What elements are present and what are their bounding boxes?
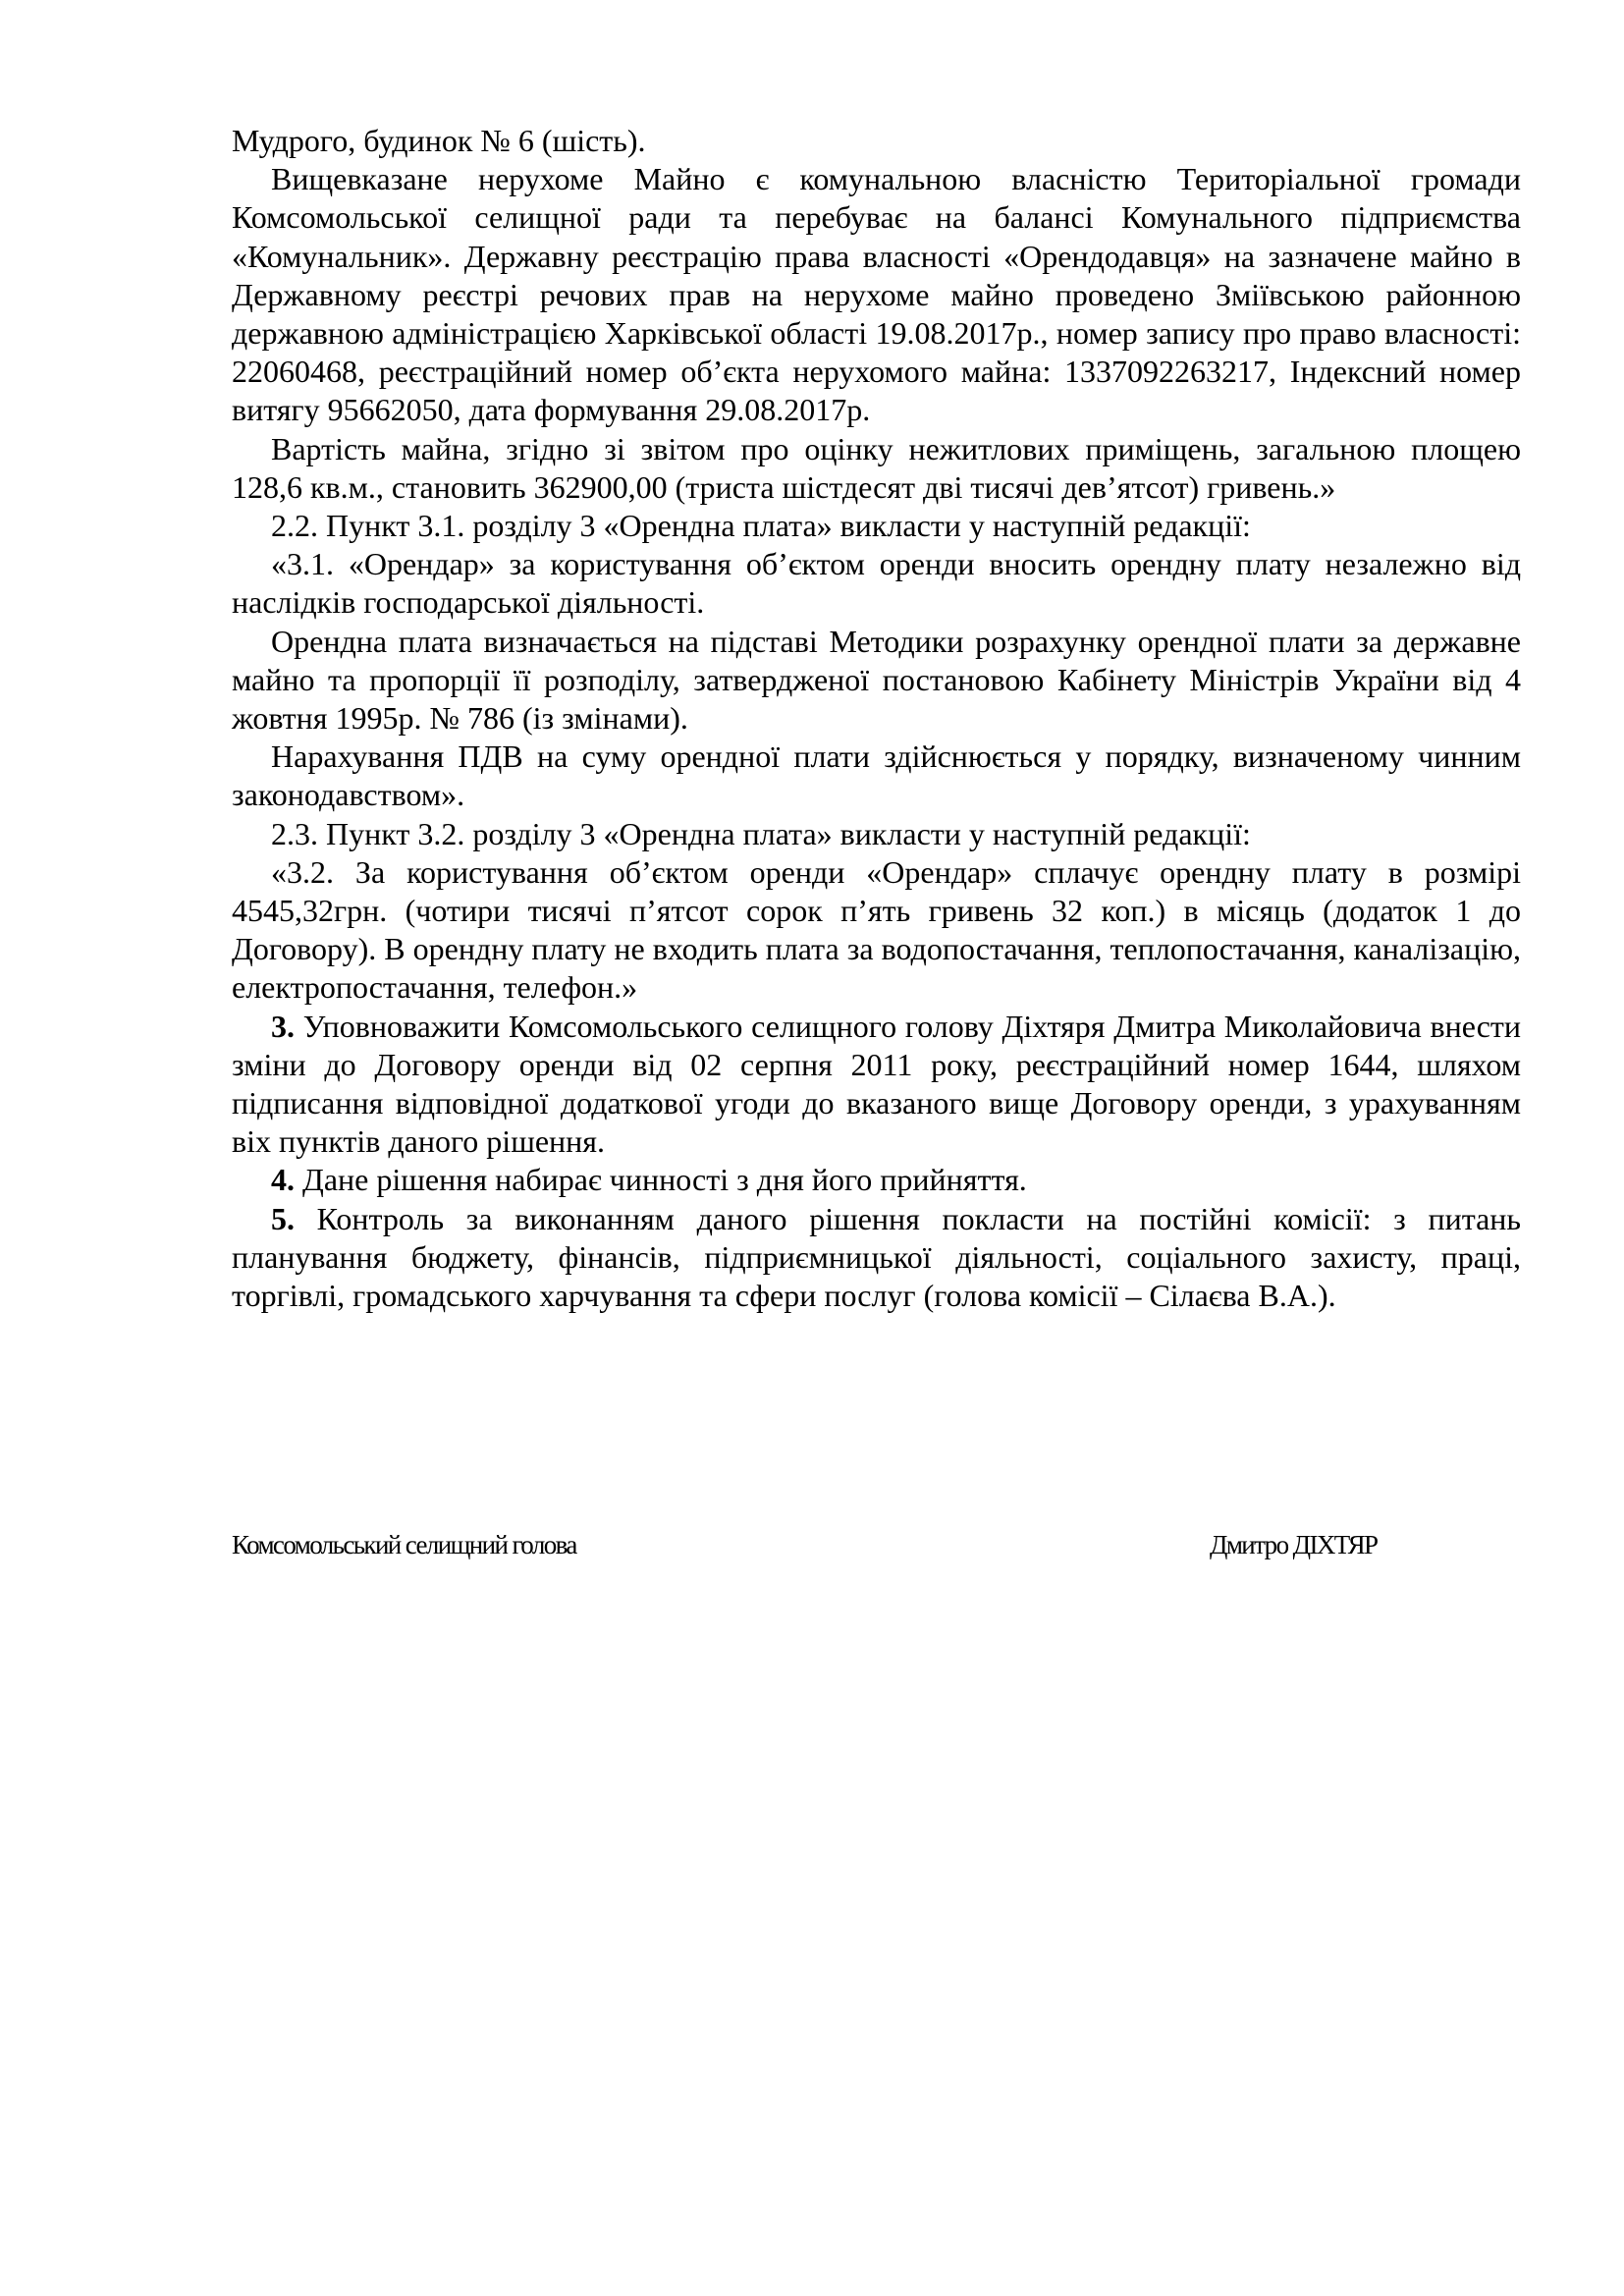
signature-position: Комсомольський селищний голова xyxy=(232,1530,576,1559)
paragraph-text: «3.1. «Орендар» за користування об’єктом оренди вносить орендну плату незалежно від наслідків господарської діяльності. xyxy=(232,546,1521,621)
document-body xyxy=(232,122,1521,1315)
paragraph xyxy=(232,507,1521,545)
paragraph-text: Дане рішення набирає чинності з дня його прийняття. xyxy=(302,1162,1027,1198)
paragraph xyxy=(232,738,1521,814)
paragraph-text: Вищевказане нерухоме Майно є комунальною власністю Територіальної громади Комсомольської селищної ради та перебуває на балансі Комунального підприємства «Комунальник». Державну реєстрацію права власності «Орендодавця» на зазначене майно в Державному реєстрі речових прав на нерухоме майно проведено Зміївською районною державною адміністрацією Харківської області 19.08.2017р., номер запису про право власності: 22060468, реєстраційний номер об’єкта нерухомого майна: 1337092263217, Індексний номер витягу 95662050, дата формування 29.08.2017р. xyxy=(232,161,1521,428)
item-number: 3. xyxy=(271,1008,295,1044)
paragraph xyxy=(232,623,1521,738)
paragraph xyxy=(232,815,1521,853)
paragraph-text: 2.2. Пункт 3.1. розділу 3 «Орендна плата» викласти у наступній редакції: xyxy=(271,508,1251,544)
item-number: 5. xyxy=(271,1200,295,1236)
paragraph-text: Контроль за виконанням даного рішення покласти на постійні комісії: з питань планування бюджету, фінансів, підприємницької діяльності, соціального захисту, праці, торгівлі, громадського харчування та сфери послуг (голова комісії – Сілаєва В.А.). xyxy=(232,1200,1522,1314)
paragraph-text: Вартість майна, згідно зі звітом про оцінку нежитлових приміщень, загальною площею 128,6 кв.м., становить 362900,00 (триста шістдесят дві тисячі дев’ятсот) гривень.» xyxy=(232,430,1521,505)
paragraph-text: Уповноважити Комсомольського селищного голову Діхтяря Дмитра Миколайовича внести зміни до Договору оренди від 02 серпня 2011 року, реєстраційний номер 1644, шляхом підписання відповідної додаткової угоди до вказаного вище Договору оренди, з урахуванням віх пунктів даного рішення. xyxy=(232,1008,1522,1160)
paragraph-text: «3.2. За користування об’єктом оренди «Орендар» сплачує орендну плату в розмірі 4545,32грн. (чотири тисячі п’ятсот сорок п’ять гривень 32 коп.) в місяць (додаток 1 до Договору). В орендну плату не входить плата за водопостачання, теплопостачання, каналізацію, електропостачання, телефон.» xyxy=(232,853,1521,1006)
paragraph xyxy=(232,1200,1521,1316)
paragraph xyxy=(232,1008,1521,1162)
paragraph xyxy=(232,1161,1521,1199)
item-number: 4. xyxy=(271,1162,295,1198)
paragraph xyxy=(232,545,1521,622)
paragraph xyxy=(232,122,1521,160)
paragraph xyxy=(232,430,1521,507)
paragraph xyxy=(232,853,1521,1008)
paragraph-text: Мудрого, будинок № 6 (шість). xyxy=(232,123,646,158)
paragraph xyxy=(232,160,1521,429)
paragraph-text: 2.3. Пункт 3.2. розділу 3 «Орендна плата» викласти у наступній редакції: xyxy=(271,815,1251,851)
paragraph-text: Орендна плата визначається на підставі Методики розрахунку орендної плати за державне майно та пропорції її розподілу, затвердженої постановою Кабінету Міністрів України від 4 жовтня 1995р. № 786 (із змінами). xyxy=(232,623,1521,737)
paragraph-text: Нарахування ПДВ на суму орендної плати здійснюється у порядку, визначеному чинним законодавством». xyxy=(232,738,1521,813)
signature-name: Дмитро ДІХТЯР xyxy=(1210,1530,1378,1559)
